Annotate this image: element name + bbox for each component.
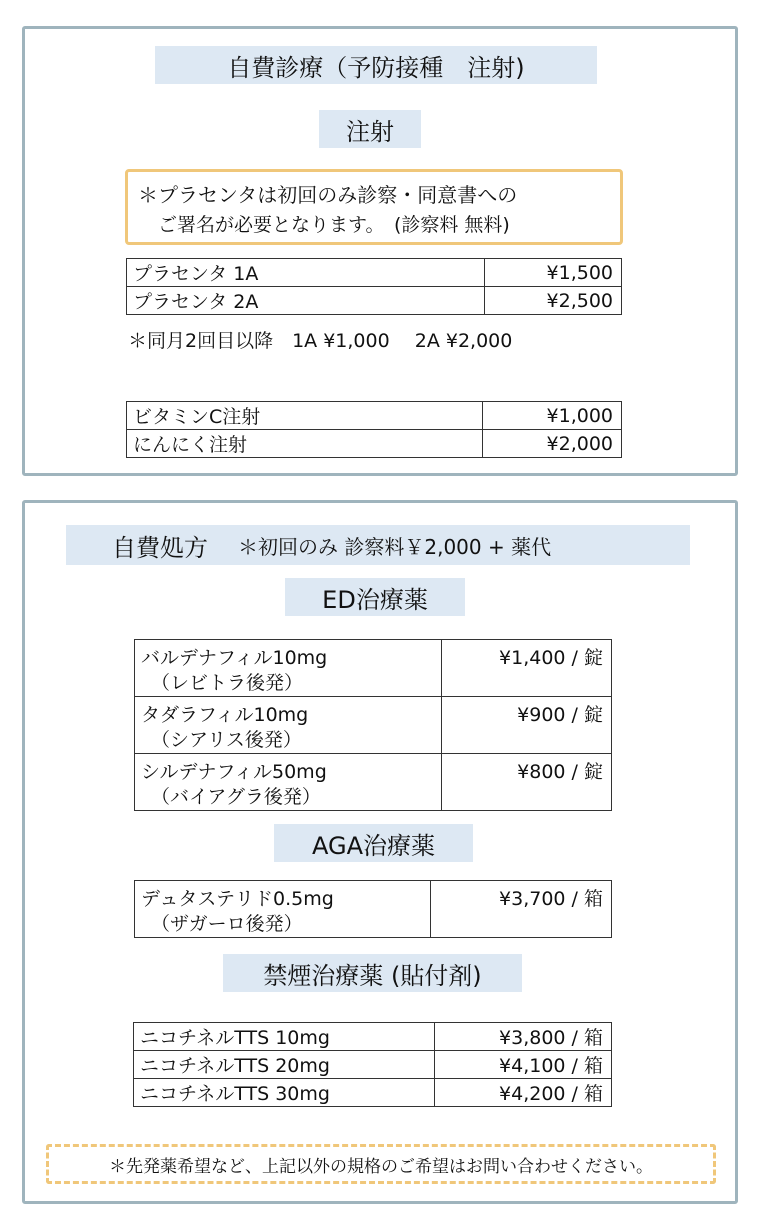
ed-price-table <box>134 639 612 811</box>
item-price: ¥1,400 / 錠 <box>442 640 612 697</box>
item-price: ¥1,000 <box>483 402 622 430</box>
generic-name: （バイアグラ後発） <box>151 786 321 808</box>
table-row <box>127 287 622 315</box>
table-row <box>135 697 612 754</box>
item-price: ¥4,200 / 箱 <box>435 1079 612 1107</box>
table-row <box>135 640 612 697</box>
item-name: ニコチネルTTS 30mg <box>134 1079 435 1107</box>
item-name: ビタミンC注射 <box>127 402 483 430</box>
footer-note: ＊先発薬希望など、上記以外の規格のご希望はお問い合わせください。 <box>46 1144 716 1184</box>
placenta-notice <box>125 169 623 245</box>
table-row <box>135 754 612 811</box>
item-price: ¥2,000 <box>483 430 622 458</box>
table-row <box>135 881 612 938</box>
item-price: ¥900 / 錠 <box>442 697 612 754</box>
section2-title-band <box>66 525 690 565</box>
item-name: ニコチネルTTS 20mg <box>134 1051 435 1079</box>
item-price: ¥3,700 / 箱 <box>431 881 612 938</box>
repeat-discount-note: ＊同月2回目以降 1A ¥1,000 2A ¥2,000 <box>128 330 513 352</box>
item-price: ¥1,500 <box>485 259 622 287</box>
notice-line-1: ＊プラセンタは初回のみ診察・同意書への <box>138 183 518 207</box>
section2-title-note: ＊初回のみ 診察料￥2,000 + 薬代 <box>238 534 552 559</box>
item-name: ニコチネルTTS 10mg <box>134 1023 435 1051</box>
generic-name: （レビトラ後発） <box>151 672 304 694</box>
placenta-price-table <box>126 258 622 315</box>
drug-name: バルデナフィル10mg <box>141 647 328 669</box>
section1-title: 自費診療（予防接種 注射) <box>155 46 597 84</box>
injection-heading: 注射 <box>319 110 421 148</box>
table-row <box>134 1079 612 1107</box>
table-row <box>134 1051 612 1079</box>
item-name: プラセンタ 2A <box>127 287 485 315</box>
item-price: ¥800 / 錠 <box>442 754 612 811</box>
generic-name: （ザガーロ後発） <box>151 913 303 935</box>
item-price: ¥4,100 / 箱 <box>435 1051 612 1079</box>
aga-heading: AGA治療薬 <box>274 824 473 862</box>
item-price: ¥3,800 / 箱 <box>435 1023 612 1051</box>
item-name <box>135 640 442 697</box>
item-name <box>135 754 442 811</box>
section2-title: 自費処方 <box>112 533 208 562</box>
smoking-heading: 禁煙治療薬 (貼付剤) <box>223 954 522 992</box>
drug-name: デュタステリド0.5mg <box>141 888 334 910</box>
item-name <box>135 881 431 938</box>
ed-heading: ED治療薬 <box>285 578 465 616</box>
generic-name: （シアリス後発） <box>151 729 302 751</box>
drug-name: タダラフィル10mg <box>141 704 309 726</box>
table-row <box>134 1023 612 1051</box>
smoking-price-table <box>133 1022 612 1107</box>
table-row <box>127 430 622 458</box>
item-name <box>135 697 442 754</box>
table-row <box>127 259 622 287</box>
drug-name: シルデナフィル50mg <box>141 761 327 783</box>
aga-price-table <box>134 880 612 938</box>
table-row <box>127 402 622 430</box>
notice-line-2: ご署名が必要となります。 (診察料 無料) <box>158 214 510 236</box>
injection-price-table <box>126 401 622 458</box>
item-price: ¥2,500 <box>485 287 622 315</box>
item-name: にんにく注射 <box>127 430 483 458</box>
item-name: プラセンタ 1A <box>127 259 485 287</box>
